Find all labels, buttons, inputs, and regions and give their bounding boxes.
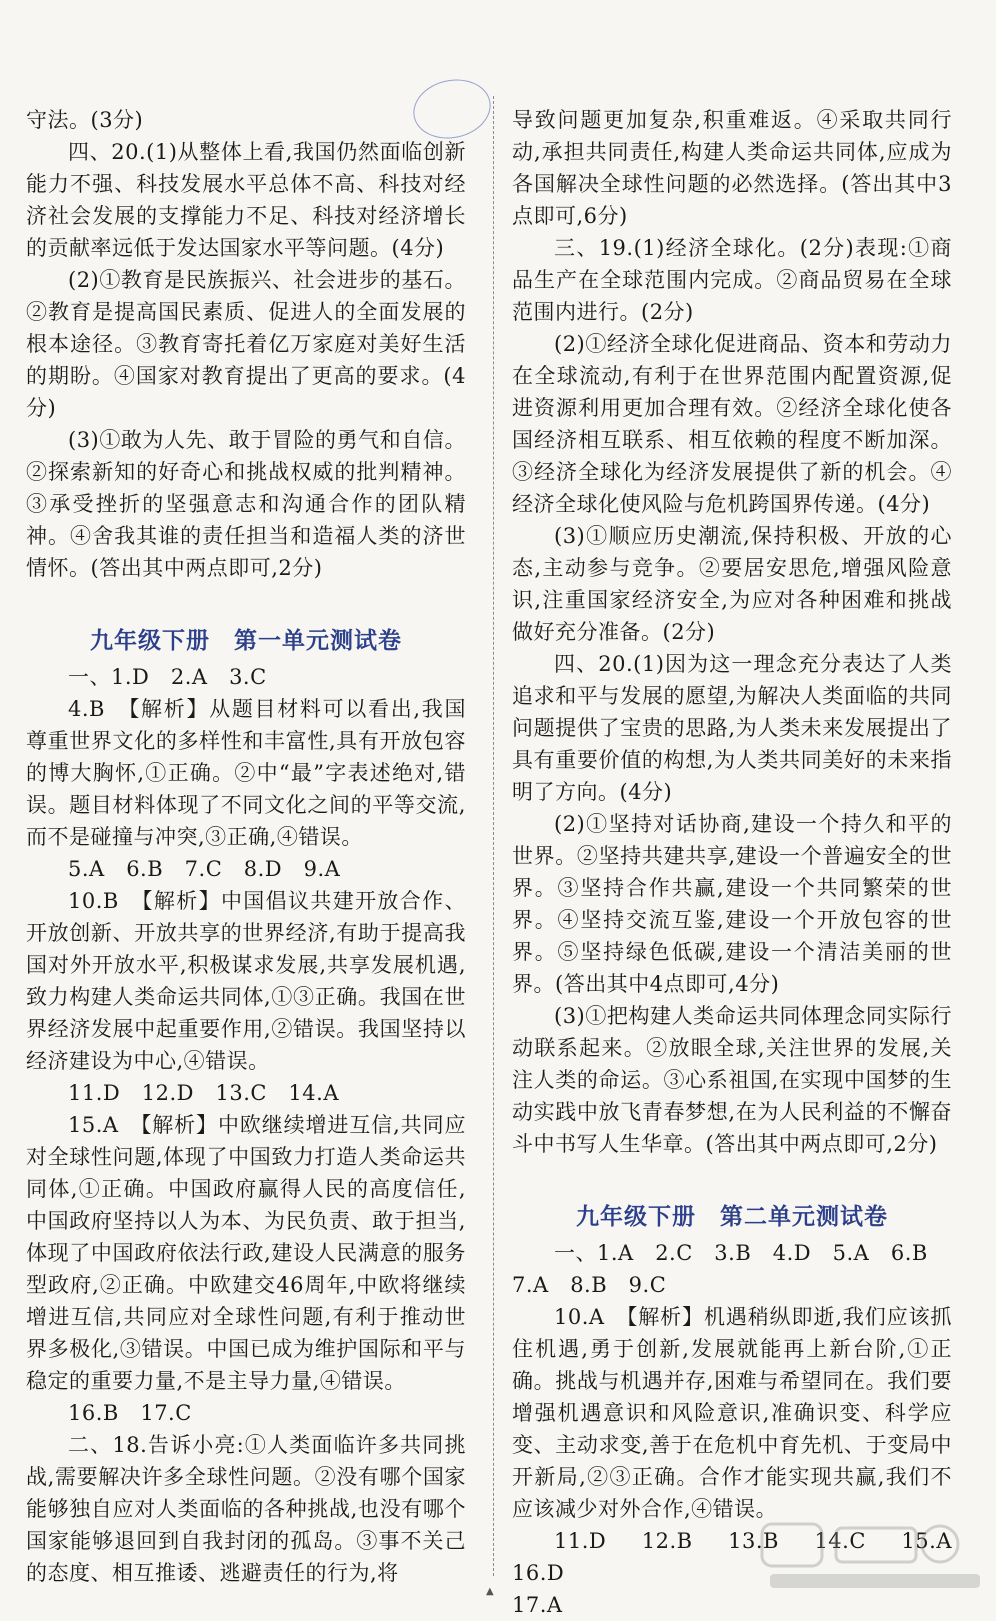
answer-paragraph: 导致问题更加复杂,积重难返。④采取共同行动,承担共同责任,构建人类命运共同体,应成为各国解决全球性问题的必然选择。(答出其中3点即可,6分): [512, 108, 952, 228]
page-marker: ▲: [486, 1586, 494, 1597]
answer-paragraph: 三、19.(1)经济全球化。(2分)表现:①商品生产在全球范围内完成。②商品贸易在全球范围内进行。(2分): [512, 236, 952, 324]
answer-paragraph: (3)①顺应历史潮流,保持积极、开放的心态,主动参与竞争。②要居安思危,增强风险意识,注重国家经济安全,为应对各种困难和挑战做好充分准备。(2分): [512, 524, 952, 644]
answer-paragraph: 一、1.A 2.C 3.B 4.D 5.A 6.B: [554, 1241, 928, 1265]
section-title: 九年级下册 第二单元测试卷: [576, 1203, 888, 1230]
answer-paragraph: 二、18.告诉小亮:①人类面临许多共同挑战,需要解决许多全球性问题。②没有哪个国家能够独自应对人类面临的各种挑战,也没有哪个国家能够退回到自我封闭的孤岛。③事不关己的态度、相互推诿、逃避责任的行为,将: [26, 1433, 466, 1585]
answer-paragraph: 11.D 12.D 13.C 14.A: [68, 1081, 339, 1105]
answer-paragraph: 7.A 8.B 9.C: [512, 1273, 667, 1297]
answer-paragraph: (3)①敢为人先、敢于冒险的勇气和自信。②探索新知的好奇心和挑战权威的批判精神。③承受挫折的坚强意志和沟通合作的团队精神。④舍我其谁的责任担当和造福人类的济世情怀。(答出其中两点即可,2分): [26, 428, 466, 580]
answer-paragraph: 5.A 6.B 7.C 8.D 9.A: [68, 857, 341, 881]
answer-paragraph: 10.A 【解析】机遇稍纵即逝,我们应该抓住机遇,勇于创新,发展就能再上新台阶,①正确。挑战与机遇并存,困难与希望同在。我们要增强机遇意识和风险意识,准确识变、科学应变、主动求变,善于在危机中育先机、于变局中开新局,②③正确。合作才能实现共赢,我们不应该减少对外合作,④错误。: [512, 1305, 952, 1521]
answer-paragraph: (2)①教育是民族振兴、社会进步的基石。②教育是提高国民素质、促进人的全面发展的根本途径。③教育寄托着亿万家庭对美好生活的期盼。④国家对教育提出了更高的要求。(4分): [26, 268, 466, 420]
answer-paragraph: (2)①经济全球化促进商品、资本和劳动力在全球流动,有利于在世界范围内配置资源,促进资源利用更加合理有效。②经济全球化使各国经济相互联系、相互依赖的程度不断加深。③经济全球化为经济发展提供了新的机会。④经济全球化使风险与危机跨国界传递。(4分): [512, 332, 952, 516]
left-column: [26, 104, 466, 1589]
answer-paragraph: (3)①把构建人类命运共同体理念同实际行动联系起来。②放眼全球,关注世界的发展,关注人类的命运。③心系祖国,在实现中国梦的生动实践中放飞青春梦想,在为人民利益的不懈奋斗中书写人生华章。(答出其中两点即可,2分): [512, 1004, 952, 1156]
column-divider: [493, 96, 494, 1576]
answer-paragraph: 11.D 12.B 13.B 14.C 15.A 16.D: [512, 1529, 974, 1585]
answer-paragraph: 4.B 【解析】从题目材料可以看出,我国尊重世界文化的多样性和丰富性,具有开放包容的博大胸怀,①正确。②中“最”字表述绝对,错误。题目材料体现了不同文化之间的平等交流,而不是碰撞与冲突,③正确,④错误。: [26, 697, 466, 849]
section-title: 九年级下册 第一单元测试卷: [90, 627, 402, 654]
answer-paragraph: 四、20.(1)从整体上看,我国仍然面临创新能力不强、科技发展水平总体不高、科技对经济社会发展的支撑能力不足、科技对经济增长的贡献率远低于发达国家水平等问题。(4分): [26, 140, 466, 260]
right-column: [512, 104, 974, 1621]
answer-paragraph: 15.A 【解析】中欧继续增进互信,共同应对全球性问题,体现了中国致力打造人类命运共同体,①正确。中国政府赢得人民的高度信任,中国政府坚持以人为本、为民负责、敢于担当,体现了中国政府依法行政,建设人民满意的服务型政府,②正确。中欧建交46周年,中欧将继续增进互信,共同应对全球性问题,有利于推动世界多极化,③错误。中国已成为维护国际和平与稳定的重要力量,不是主导力量,④错误。: [26, 1113, 466, 1393]
answer-paragraph: 四、20.(1)因为这一理念充分表达了人类追求和平与发展的愿望,为解决人类面临的共同问题提供了宝贵的思路,为人类未来发展提出了具有重要价值的构想,为人类共同美好的未来指明了方向。(4分): [512, 652, 952, 804]
answer-paragraph: 17.A: [512, 1593, 563, 1617]
watermark-logo: [760, 1520, 988, 1592]
answer-paragraph: (2)①坚持对话协商,建设一个持久和平的世界。②坚持共建共享,建设一个普遍安全的世界。③坚持合作共赢,建设一个共同繁荣的世界。④坚持交流互鉴,建设一个开放包容的世界。⑤坚持绿色低碳,建设一个清洁美丽的世界。(答出其中4点即可,4分): [512, 812, 952, 996]
answer-paragraph: 16.B 17.C: [68, 1401, 192, 1425]
answer-paragraph: 守法。(3分): [26, 108, 144, 132]
answer-paragraph: 一、1.D 2.A 3.C: [68, 665, 267, 689]
answer-paragraph: 10.B 【解析】中国倡议共建开放合作、开放创新、开放共享的世界经济,有助于提高我国对外开放水平,积极谋求发展,共享发展机遇,致力构建人类命运共同体,①③正确。我国在世界经济发展中起重要作用,②错误。我国坚持以经济建设为中心,④错误。: [26, 889, 466, 1073]
